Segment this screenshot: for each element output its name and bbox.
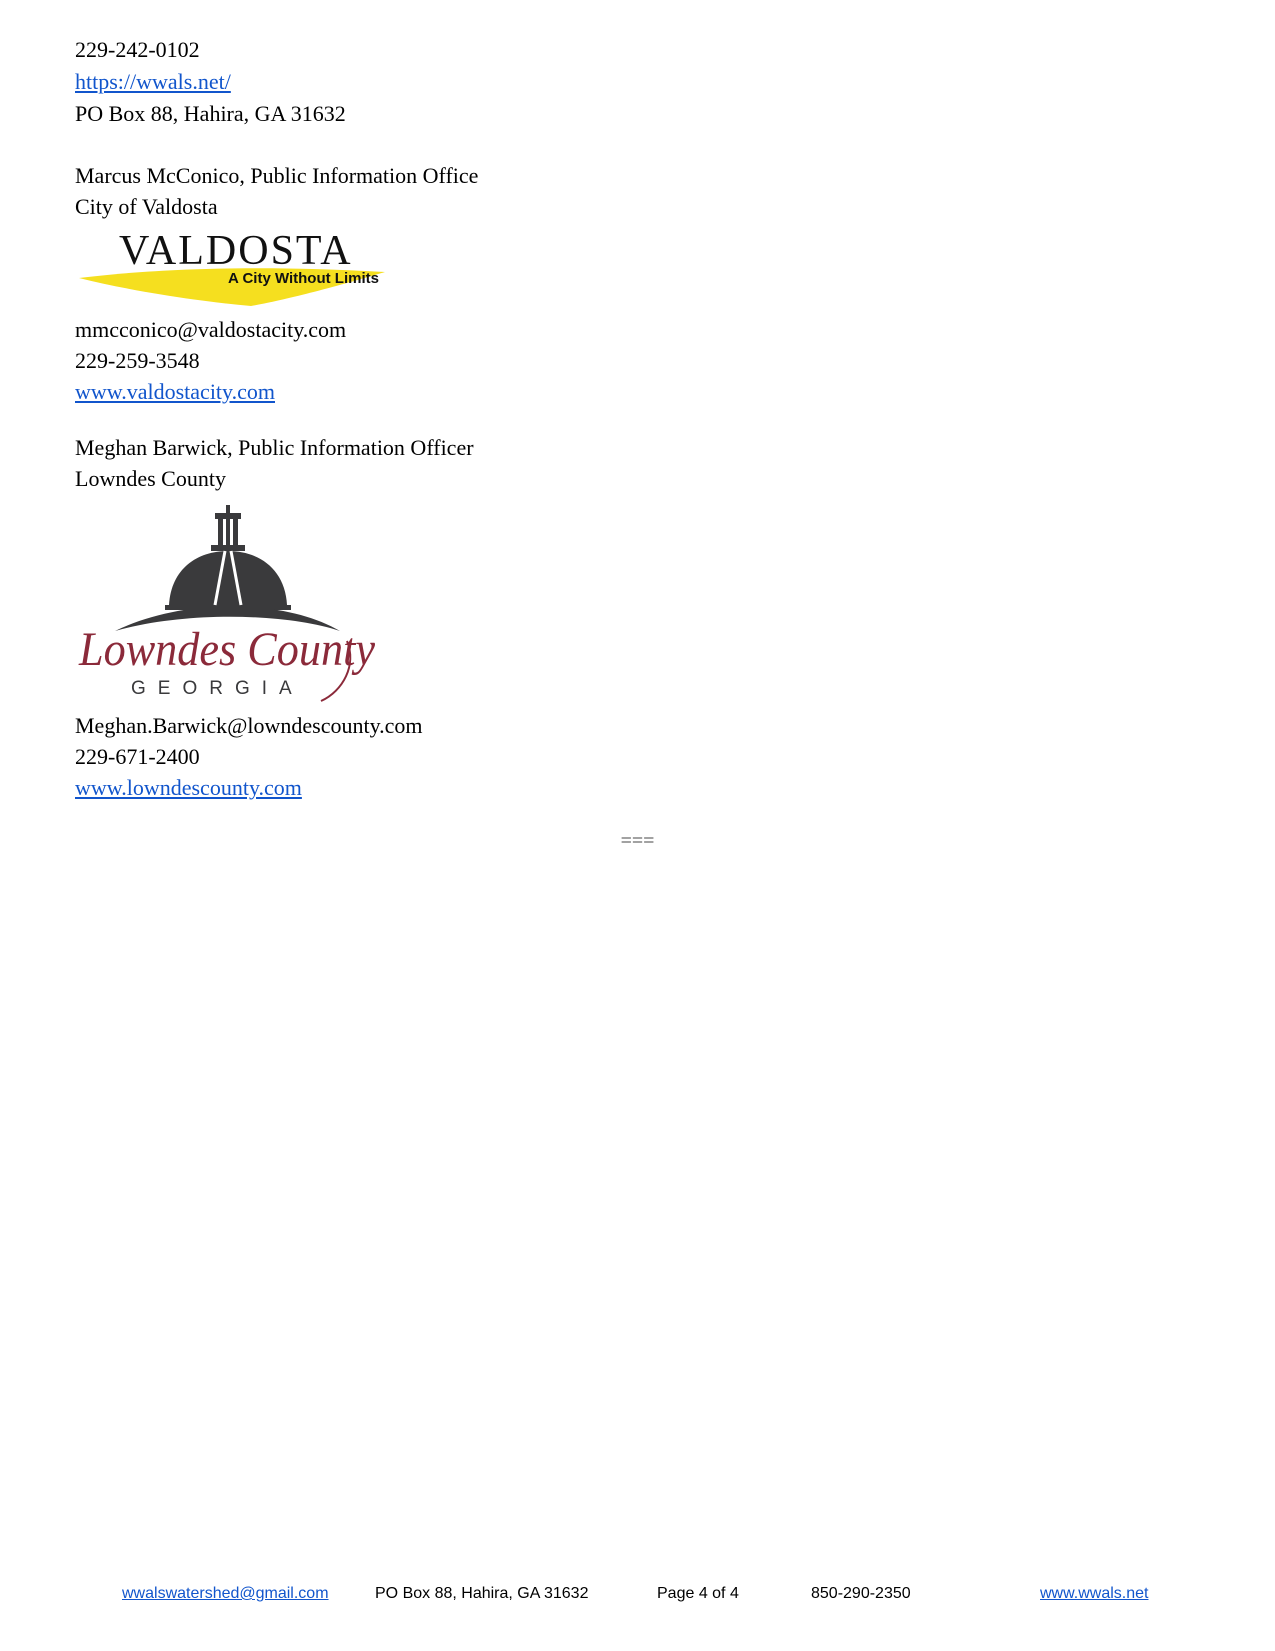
lowndes-website-link[interactable]: www.lowndescounty.com (75, 775, 302, 800)
lowndes-organization: Lowndes County (75, 466, 226, 491)
lowndes-website-line (75, 774, 302, 802)
lowndes-logo-script: Lowndes County (78, 623, 376, 676)
lowndes-phone: 229-671-2400 (75, 744, 200, 769)
valdosta-website-line (75, 378, 275, 406)
lowndes-email: Meghan.Barwick@lowndescounty.com (75, 713, 423, 738)
lowndes-logo-state: GEORGIA (131, 678, 304, 699)
lowndes-county-logo (75, 505, 385, 705)
footer-address: PO Box 88, Hahira, GA 31632 (375, 1585, 589, 1602)
footer-email-link[interactable]: wwalswatershed@gmail.com (122, 1585, 329, 1602)
valdosta-contact-name: Marcus McConico, Public Information Office (75, 163, 479, 188)
wwals-website-link[interactable]: https://wwals.net/ (75, 69, 231, 94)
footer-website-item (1040, 1584, 1148, 1604)
valdosta-website-link[interactable]: www.valdostacity.com (75, 379, 275, 404)
valdosta-logo (75, 226, 387, 308)
valdosta-email: mmcconico@valdostacity.com (75, 317, 347, 342)
wwals-address: PO Box 88, Hahira, GA 31632 (75, 101, 346, 126)
wwals-website-line (75, 68, 231, 96)
section-separator: === (620, 830, 655, 852)
footer-phone: 850-290-2350 (811, 1585, 911, 1602)
valdosta-phone: 229-259-3548 (75, 348, 200, 373)
valdosta-organization: City of Valdosta (75, 194, 218, 219)
footer-email-item (122, 1584, 329, 1604)
footer-page-number: Page 4 of 4 (657, 1585, 739, 1602)
footer-website-link[interactable]: www.wwals.net (1040, 1585, 1149, 1602)
valdosta-logo-wordmark: VALDOSTA (119, 228, 353, 274)
wwals-phone: 229-242-0102 (75, 37, 200, 62)
lowndes-contact-name: Meghan Barwick, Public Information Officer (75, 435, 474, 460)
courthouse-dome-icon (115, 505, 340, 631)
valdosta-logo-tagline: A City Without Limits (228, 270, 379, 287)
